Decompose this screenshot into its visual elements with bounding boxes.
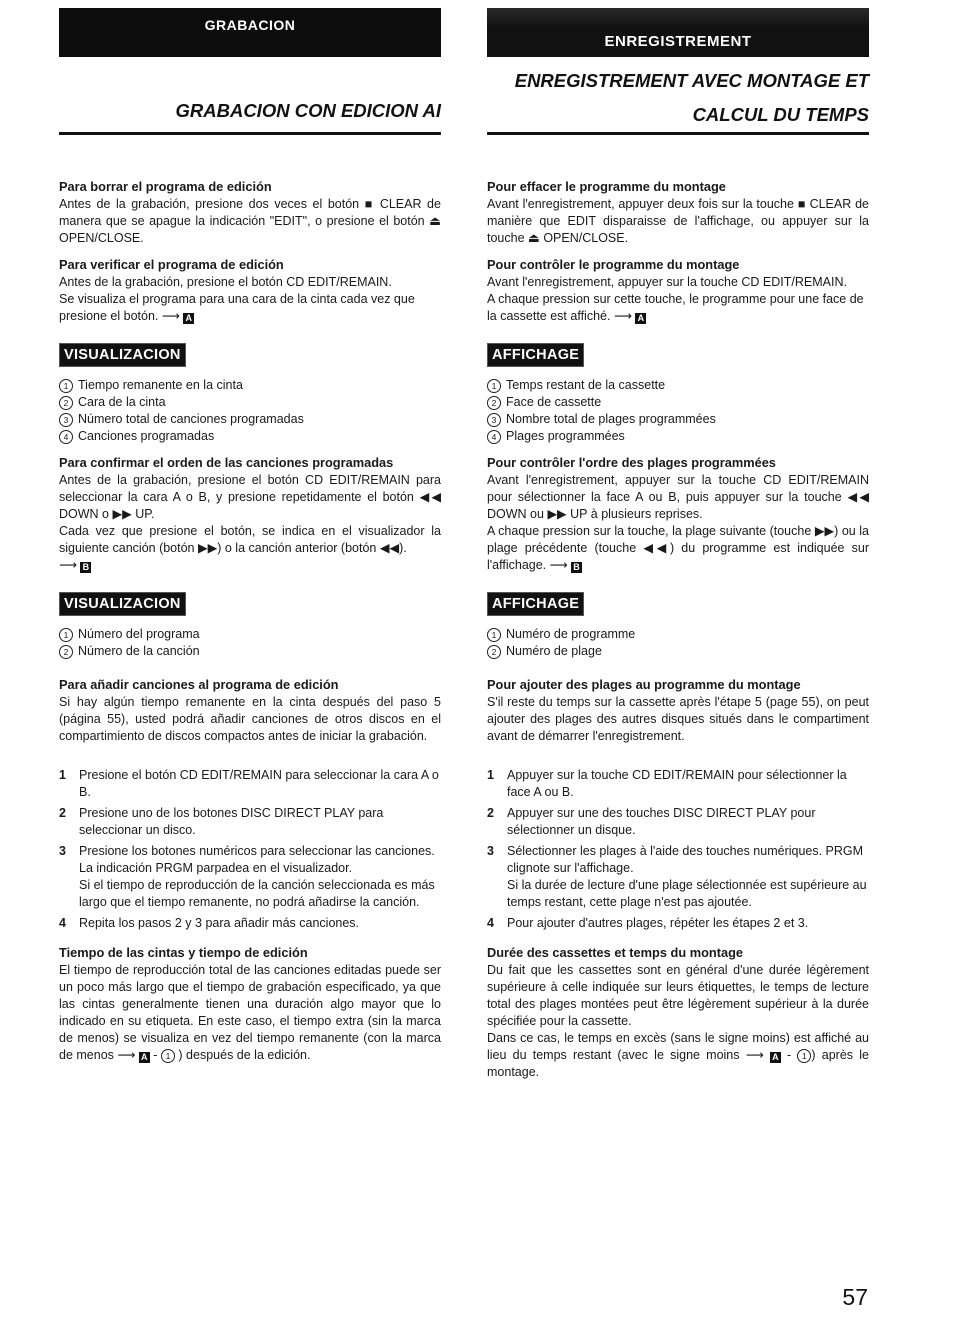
heading-controler: Pour contrôler le programme du montage (487, 257, 740, 272)
rewind-icon: ◀◀ (847, 490, 869, 504)
display-list-2 (59, 626, 441, 660)
rewind-icon: ◀◀ (419, 490, 441, 504)
step-item: 3 Presione los botones numéricos para seleccionar las canciones. La indicación PRGM parpadea en el visualizador. Si el tiempo de reproducción de la canción seleccionada es más largo que el tiempo remanente, no podrá añadirse la canción. (59, 844, 435, 909)
text-verificar-2: Se visualiza el programa para una cara de la cinta cada vez que presione el botón. ⟶ A (59, 292, 415, 323)
display-list-2 (487, 626, 869, 660)
step-item: 2 Presione uno de los botones DISC DIRECT PLAY para seleccionar un disco. (59, 806, 384, 837)
list-item: 3 Nombre total de plages programmées (487, 411, 869, 428)
heading-effacer: Pour effacer le programme du montage (487, 179, 726, 194)
step-item: 2 Appuyer sur une des touches DISC DIRECT PLAY pour sélectionner un disque. (487, 806, 816, 837)
ref-box-b: B (80, 562, 91, 573)
ref-box-a: A (139, 1052, 150, 1063)
list-item: 4 Canciones programadas (59, 428, 441, 445)
circled-number-icon: 1 (161, 1049, 175, 1063)
list-item: 2 Numéro de plage (487, 643, 869, 660)
title-rule (487, 132, 869, 135)
display-badge: VISUALIZACION (59, 343, 186, 367)
circled-number-icon: 1 (487, 379, 501, 393)
ref-box-a: A (635, 313, 646, 324)
arrow-right-icon: ⟶ (59, 558, 77, 572)
circled-number-icon: 1 (59, 379, 73, 393)
ref-box-b: B (571, 562, 582, 573)
french-content (487, 178, 869, 1081)
circled-number-icon: 3 (59, 413, 73, 427)
heading-ordre: Pour contrôler l'ordre des plages programmées (487, 455, 776, 470)
list-item: 1 Número del programa (59, 626, 441, 643)
step-item: 3 Sélectionner les plages à l'aide des touches numériques. PRGM clignote sur l'affichage. Si la durée de lecture d'une plage sélectionnée est supérieure au temps restant, cette plage n'est pas ajoutée. (487, 844, 867, 909)
text-borrar: Antes de la grabación, presione dos veces el botón ■ CLEAR de manera que se apague la indicación "EDIT", o presione el botón ⏏ OPEN/CLOSE. (59, 197, 441, 245)
eject-icon: ⏏ (429, 214, 441, 228)
section-banner: GRABACION (59, 8, 441, 57)
step-item: 4 Pour ajouter d'autres plages, répéter les étapes 2 et 3. (487, 916, 809, 930)
stop-icon: ■ (797, 197, 806, 211)
list-item: 2 Número de la canción (59, 643, 441, 660)
circled-number-icon: 1 (797, 1049, 811, 1063)
page-title: ENREGISTREMENT AVEC MONTAGE ET CALCUL DU TEMPS (514, 70, 869, 125)
text-confirmar-2: Cada vez que presione el botón, se indica en el visualizador la siguiente canción (botón ▶▶) o la canción anterior (botón ◀◀). ⟶ B (59, 524, 441, 572)
steps-list (59, 767, 441, 932)
list-item: 2 Face de cassette (487, 394, 869, 411)
text-duree-2: Dans ce cas, le temps en excès (sans le signe moins) est affiché au lieu du temps restant (avec le signe moins ⟶ A - 1 ) après le montage. (487, 1031, 869, 1079)
text-confirmar-1: Antes de la grabación, presione el botón CD EDIT/REMAIN para seleccionar la cara A o B, y presione repetidamente el botón ◀◀ DOWN o ▶▶ UP. (59, 473, 441, 521)
display-list-1 (487, 377, 869, 445)
heading-anadir: Para añadir canciones al programa de edición (59, 677, 339, 692)
list-item: 1 Numéro de programme (487, 626, 869, 643)
fast-forward-icon: ▶▶ (547, 507, 567, 521)
fast-forward-icon: ▶▶ (198, 541, 218, 555)
text-controler-2: A chaque pression sur cette touche, le programme pour une face de la cassette est affiché. ⟶ A (487, 292, 864, 323)
text-ordre-2: A chaque pression sur la touche, la plage suivante (touche ▶▶) ou la plage précédente (touche ◀◀) du programme est indiquée sur l'affichage. ⟶ B (487, 524, 870, 572)
circled-number-icon: 4 (59, 430, 73, 444)
list-item: 1 Temps restant de la cassette (487, 377, 869, 394)
display-badge: AFFICHAGE (487, 343, 584, 367)
rewind-icon: ◀◀ (643, 541, 670, 555)
ref-box-a: A (183, 313, 194, 324)
step-item: 1 Appuyer sur la touche CD EDIT/REMAIN pour sélectionner la face A ou B. (487, 768, 847, 799)
list-item: 1 Tiempo remanente en la cinta (59, 377, 441, 394)
page-title: GRABACION CON EDICION AI (175, 100, 441, 121)
circled-number-icon: 2 (487, 645, 501, 659)
heading-verificar: Para verificar el programa de edición (59, 257, 284, 272)
step-item: 1 Presione el botón CD EDIT/REMAIN para seleccionar la cara A o B. (59, 768, 439, 799)
circled-number-icon: 4 (487, 430, 501, 444)
circled-number-icon: 2 (487, 396, 501, 410)
circled-number-icon: 1 (487, 628, 501, 642)
display-list-1 (59, 377, 441, 445)
heading-borrar: Para borrar el programa de edición (59, 179, 272, 194)
stop-icon: ■ (364, 197, 375, 211)
circled-number-icon: 2 (59, 396, 73, 410)
list-item: 3 Número total de canciones programadas (59, 411, 441, 428)
arrow-right-icon: ⟶ (613, 309, 632, 323)
title-rule (59, 132, 441, 135)
text-controler-1: Avant l'enregistrement, appuyer sur la touche CD EDIT/REMAIN. (487, 275, 847, 289)
text-anadir: Si hay algún tiempo remanente en la cinta después del paso 5 (página 55), usted podrá añadir canciones de otros discos en el compartimiento de discos compactos antes de iniciar la grabación. (59, 695, 441, 743)
fast-forward-icon: ▶▶ (814, 524, 835, 538)
steps-list (487, 767, 869, 932)
arrow-right-icon: ⟶ (117, 1048, 136, 1062)
display-badge: VISUALIZACION (59, 592, 186, 616)
ref-box-a: A (770, 1052, 781, 1063)
circled-number-icon: 1 (59, 628, 73, 642)
section-banner: ENREGISTREMENT (487, 8, 869, 57)
page-number: 57 (842, 1284, 868, 1310)
heading-ajouter: Pour ajouter des plages au programme du montage (487, 677, 801, 692)
text-effacer: Avant l'enregistrement, appuyer deux fois sur la touche ■ CLEAR de manière que EDIT disparaisse de l'affichage, ou appuyer sur la touche ⏏ OPEN/CLOSE. (487, 197, 869, 245)
circled-number-icon: 2 (59, 645, 73, 659)
spanish-content (59, 178, 441, 1064)
step-item: 4 Repita los pasos 2 y 3 para añadir más canciones. (59, 916, 360, 930)
list-item: 2 Cara de la cinta (59, 394, 441, 411)
arrow-right-icon: ⟶ (549, 558, 568, 572)
text-verificar-1: Antes de la grabación, presione el botón CD EDIT/REMAIN. (59, 275, 392, 289)
fast-forward-icon: ▶▶ (112, 507, 132, 521)
text-tiempo: El tiempo de reproducción total de las canciones editadas puede ser un poco más largo que el tiempo de grabación especificado, ya que las cintas generalmente tienen una duración algo mayor que lo indicado en su etiqueta. En este caso, el tiempo extra (sin la marca de menos) se visualiza en vez del tiempo remanente (con la marca de menos ⟶ A - 1 ) después de la edición. (59, 963, 441, 1062)
heading-duree: Durée des cassettes et temps du montage (487, 945, 744, 960)
arrow-right-icon: ⟶ (745, 1048, 764, 1062)
circled-number-icon: 3 (487, 413, 501, 427)
heading-tiempo: Tiempo de las cintas y tiempo de edición (59, 945, 308, 960)
text-ajouter: S'il reste du temps sur la cassette après l'étape 5 (page 55), on peut ajouter des plages des autres disques situés dans le compartiment avant de démarrer l'enregistrement. (487, 695, 869, 743)
text-duree-1: Du fait que les cassettes sont en général d'une durée légèrement supérieure à celle indiquée sur leurs étiquettes, le temps de lecture total des plages montées peut être légèrement supérieur à la durée spécifiée pour la cassette. (487, 963, 869, 1028)
text-ordre-1: Avant l'enregistrement, appuyer sur la touche CD EDIT/REMAIN pour sélectionner la face A ou B, puis appuyer sur la touche ◀◀ DOWN ou ▶▶ UP à plusieurs reprises. (487, 473, 869, 521)
arrow-right-icon: ⟶ (161, 309, 180, 323)
list-item: 4 Plages programmées (487, 428, 869, 445)
rewind-icon: ◀◀ (379, 541, 400, 555)
heading-confirmar: Para confirmar el orden de las canciones programadas (59, 455, 394, 470)
eject-icon: ⏏ (528, 231, 540, 245)
display-badge: AFFICHAGE (487, 592, 584, 616)
